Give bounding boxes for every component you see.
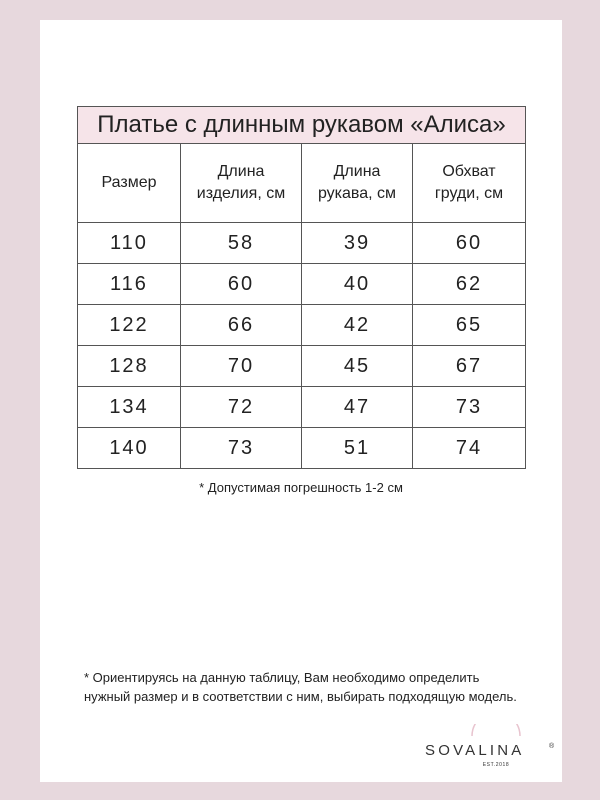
size-table	[77, 106, 526, 469]
table-row	[78, 264, 526, 305]
table-title: Платье с длинным рукавом «Алиса»	[78, 107, 526, 144]
cell-chest: 73	[413, 387, 526, 428]
cell-chest: 62	[413, 264, 526, 305]
cell-sleeve: 42	[302, 305, 413, 346]
cell-length: 66	[181, 305, 302, 346]
table-row	[78, 387, 526, 428]
cell-size: 140	[78, 428, 181, 469]
cell-length: 70	[181, 346, 302, 387]
cell-size: 134	[78, 387, 181, 428]
table-row	[78, 428, 526, 469]
cell-chest: 60	[413, 223, 526, 264]
cell-size: 116	[78, 264, 181, 305]
logo-est: EST.2018	[482, 762, 510, 768]
header-length: Длина изделия, см	[181, 144, 302, 223]
cell-size: 110	[78, 223, 181, 264]
cell-sleeve: 40	[302, 264, 413, 305]
size-chart-card	[40, 20, 562, 782]
logo-wordmark: SOVALINA	[425, 742, 525, 759]
cell-size: 122	[78, 305, 181, 346]
cell-chest: 74	[413, 428, 526, 469]
table-row	[78, 346, 526, 387]
cell-sleeve: 47	[302, 387, 413, 428]
guidance-note: * Ориентируясь на данную таблицу, Вам необходимо определить нужный размер и в соответствии с ним, выбирать подходящую модель.	[84, 670, 517, 704]
cell-sleeve: 39	[302, 223, 413, 264]
header-row	[78, 144, 526, 223]
cell-sleeve: 45	[302, 346, 413, 387]
cell-chest: 67	[413, 346, 526, 387]
table-row	[78, 305, 526, 346]
logo-registered: ®	[549, 743, 555, 750]
header-chest: Обхват груди, см	[413, 144, 526, 223]
cell-length: 72	[181, 387, 302, 428]
cell-chest: 65	[413, 305, 526, 346]
cell-length: 73	[181, 428, 302, 469]
tolerance-note: * Допустимая погрешность 1-2 см	[199, 480, 403, 495]
header-size: Размер	[78, 144, 181, 223]
header-sleeve: Длина рукава, см	[302, 144, 413, 223]
sovalina-logo	[420, 724, 560, 774]
cell-sleeve: 51	[302, 428, 413, 469]
logo-arc	[472, 724, 520, 736]
table-row	[78, 223, 526, 264]
cell-length: 60	[181, 264, 302, 305]
cell-size: 128	[78, 346, 181, 387]
cell-length: 58	[181, 223, 302, 264]
